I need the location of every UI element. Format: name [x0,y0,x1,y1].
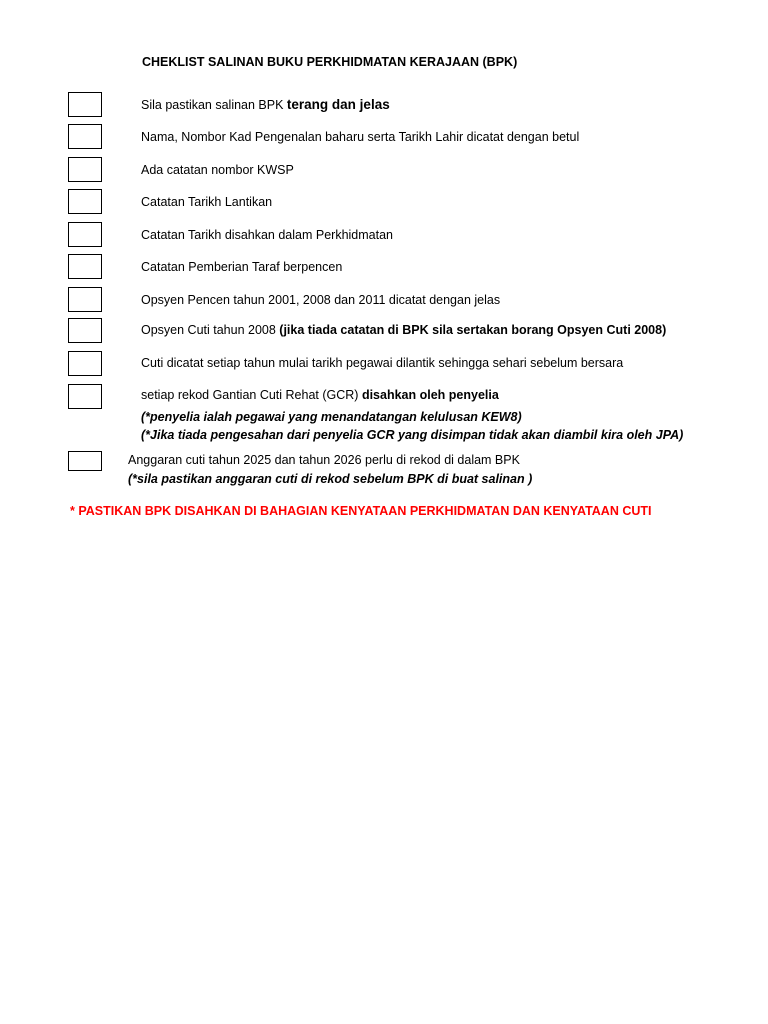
checklist-item-text: Cuti dicatat setiap tahun mulai tarikh pegawai dilantik sehingga sehari sebelum bersara [141,356,624,370]
checklist-item-emphasis: disahkan oleh penyelia [361,388,499,402]
checklist-item-text: Opsyen Cuti tahun 2008 [141,323,280,337]
checklist-item-3 [141,162,294,178]
checklist-item-8 [141,322,666,338]
checklist-item-9 [141,355,623,371]
checklist-item-text: Opsyen Pencen tahun 2001, 2008 dan 2011 dicatat dengan jelas [141,293,501,307]
checkbox-item-2[interactable] [68,124,102,149]
checkbox-item-4[interactable] [68,189,102,214]
checkbox-item-11[interactable] [68,451,102,471]
footer-warning: * PASTIKAN BPK DISAHKAN DI BAHAGIAN KENYATAAN PERKHIDMATAN DAN KENYATAAN CUTI [70,504,652,518]
checkbox-item-1[interactable] [68,92,102,117]
checklist-note: (*sila pastikan anggaran cuti di rekod sebelum BPK di buat salinan ) [128,472,533,486]
checklist-item-text: Nama, Nombor Kad Pengenalan baharu serta Tarikh Lahir dicatat dengan betul [141,130,580,144]
checklist-item-emphasis: terang dan jelas [286,97,390,112]
checklist-item-2 [141,129,579,145]
checklist-item-text: Catatan Pemberian Taraf berpencen [141,260,343,274]
checkbox-item-9[interactable] [68,351,102,376]
checkbox-item-5[interactable] [68,222,102,247]
checklist-item-emphasis: (jika tiada catatan di BPK sila sertakan borang Opsyen Cuti 2008) [279,323,667,337]
checkbox-item-8[interactable] [68,318,102,343]
page-title: CHEKLIST SALINAN BUKU PERKHIDMATAN KERAJAAN (BPK) [142,55,518,69]
checkbox-item-7[interactable] [68,287,102,312]
checklist-item-6 [141,259,342,275]
checkbox-item-3[interactable] [68,157,102,182]
checklist-item-11 [128,452,520,468]
checkbox-item-6[interactable] [68,254,102,279]
checklist-item-5 [141,227,393,243]
checklist-item-text: Catatan Tarikh disahkan dalam Perkhidmatan [141,228,393,242]
checklist-item-1 [141,97,390,113]
checklist-item-4 [141,194,272,210]
checklist-item-text: Catatan Tarikh Lantikan [141,195,273,209]
checklist-item-text: Ada catatan nombor KWSP [141,163,294,177]
checklist-item-10 [141,387,499,403]
checklist-note: (*Jika tiada pengesahan dari penyelia GCR yang disimpan tidak akan diambil kira oleh JPA) [141,428,684,442]
checklist-item-text: setiap rekod Gantian Cuti Rehat (GCR) [141,388,362,402]
checklist-item-text: Sila pastikan salinan BPK [141,98,287,112]
checklist-item-text: Anggaran cuti tahun 2025 dan tahun 2026 perlu di rekod di dalam BPK [128,453,520,467]
checkbox-item-10[interactable] [68,384,102,409]
checklist-item-7 [141,292,500,308]
checklist-note: (*penyelia ialah pegawai yang menandatangan kelulusan KEW8) [141,410,522,424]
